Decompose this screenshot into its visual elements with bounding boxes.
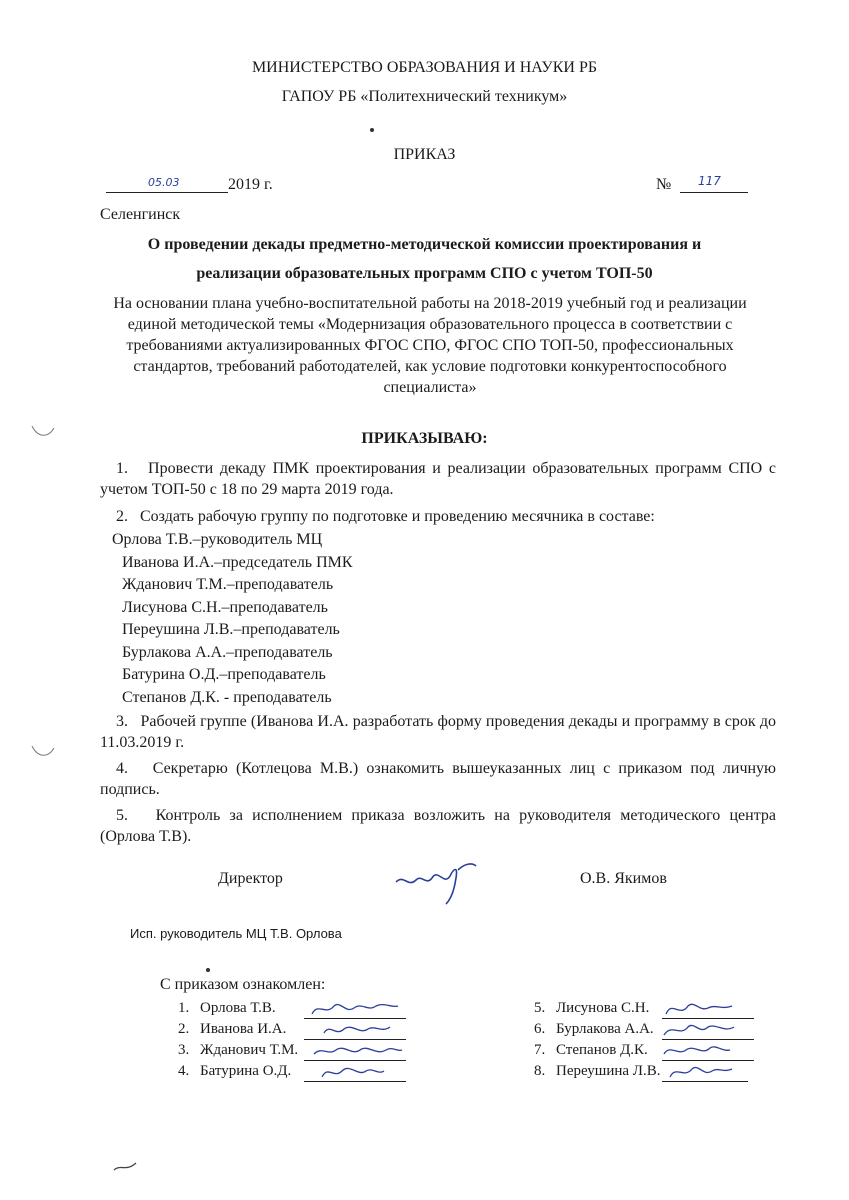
- ministry-name: МИНИСТЕРСТВО ОБРАЗОВАНИЯ И НАУКИ РБ: [251, 59, 598, 76]
- number-handwritten: 117: [698, 174, 721, 188]
- city: Селенгинск: [100, 206, 181, 223]
- ack-right-column: [534, 998, 754, 1082]
- group-member: Переушина Л.В.–преподаватель: [122, 621, 340, 638]
- title-line-1: О проведении декады предметно-методической комиссии проектирования и: [147, 236, 702, 253]
- ink-dot: [370, 128, 374, 132]
- ack-entry: 5. Лисунова С.Н.: [534, 998, 754, 1019]
- item-3: [100, 711, 776, 753]
- punch-hole-mark-icon: [30, 744, 56, 760]
- ack-entry: 3. Жданович Т.М.: [178, 1040, 406, 1061]
- date-field: [106, 172, 228, 193]
- group-member: Жданович Т.М.–преподаватель: [122, 576, 334, 593]
- ack-heading: С приказом ознакомлен:: [160, 976, 326, 993]
- item-2: [100, 506, 776, 527]
- item-2-text: Создать рабочую группу по подготовке и проведению месячника в составе:: [140, 508, 655, 525]
- group-member: Иванова И.А.–председатель ПМК: [122, 554, 353, 571]
- punch-hole-mark-icon: [30, 424, 56, 440]
- date-year: 2019 г.: [228, 176, 273, 193]
- ack-entry: 8. Переушина Л.В.: [534, 1061, 754, 1082]
- item-number: 5.: [116, 807, 156, 824]
- item-4-text: Секретарю (Котлецова М.В.) ознакомить вышеуказанных лиц с приказом под личную подпись.: [100, 760, 777, 798]
- ack-entry: 6. Бурлакова А.А.: [534, 1019, 754, 1040]
- doc-type: ПРИКАЗ: [393, 146, 456, 163]
- item-4: [100, 758, 776, 800]
- scribble-icon: [112, 1160, 138, 1174]
- director-signature-icon: [392, 858, 492, 908]
- group-member: Орлова Т.В.–руководитель МЦ: [112, 531, 323, 548]
- institution-name: ГАПОУ РБ «Политехнический техникум»: [281, 88, 568, 105]
- item-number: 3.: [116, 713, 141, 730]
- executor: Исп. руководитель МЦ Т.В. Орлова: [130, 926, 342, 941]
- date-handwritten: 05.03: [148, 176, 180, 189]
- ack-entry: 2. Иванова И.А.: [178, 1019, 406, 1040]
- signature-name: О.В. Якимов: [580, 870, 667, 887]
- group-member: Лисунова С.Н.–преподаватель: [122, 599, 328, 616]
- group-member: Батурина О.Д.–преподаватель: [122, 666, 326, 683]
- item-1: [100, 458, 776, 500]
- title-line-2: реализации образовательных программ СПО с учетом ТОП-50: [196, 265, 653, 282]
- ack-entry: 4. Батурина О.Д.: [178, 1061, 406, 1082]
- number-field: [680, 172, 748, 193]
- item-number: 1.: [116, 460, 149, 477]
- item-3-text: Рабочей группе (Иванова И.А. разработать форму проведения декады и программу в срок до 11.03.2019 г.: [100, 713, 776, 751]
- item-5-text: Контроль за исполнением приказа возложить на руководителя методического центра (Орлова Т.В).: [100, 807, 776, 845]
- item-number: 4.: [116, 760, 153, 777]
- ack-left-column: [178, 998, 406, 1082]
- ack-entry: 7. Степанов Д.К.: [534, 1040, 754, 1061]
- number-label: №: [656, 176, 672, 193]
- item-1-text: Провести декаду ПМК проектирования и реализации образовательных программ СПО с учетом ТОП-50 с 18 по 29 марта 2019 года.: [100, 460, 777, 498]
- group-member: Бурлакова А.А.–преподаватель: [122, 644, 333, 661]
- ack-entry: 1. Орлова Т.В.: [178, 998, 406, 1019]
- signature-role: Директор: [218, 870, 283, 887]
- item-5: [100, 805, 776, 847]
- group-member: Степанов Д.К. - преподаватель: [122, 689, 332, 706]
- order-word: ПРИКАЗЫВАЮ:: [361, 430, 488, 447]
- preamble: На основании плана учебно-воспитательной работы на 2018-2019 учебный год и реализации единой методической темы «Модернизация образовательного процесса в соответствии с требованиями актуализированных ФГОС СПО, ФГОС СПО ТОП-50, профессиональных стандартов, требований работодателей, как условие подготовки конкурентоспособного специалиста»: [113, 295, 747, 396]
- item-number: 2.: [116, 508, 140, 525]
- ink-dot: [206, 968, 210, 972]
